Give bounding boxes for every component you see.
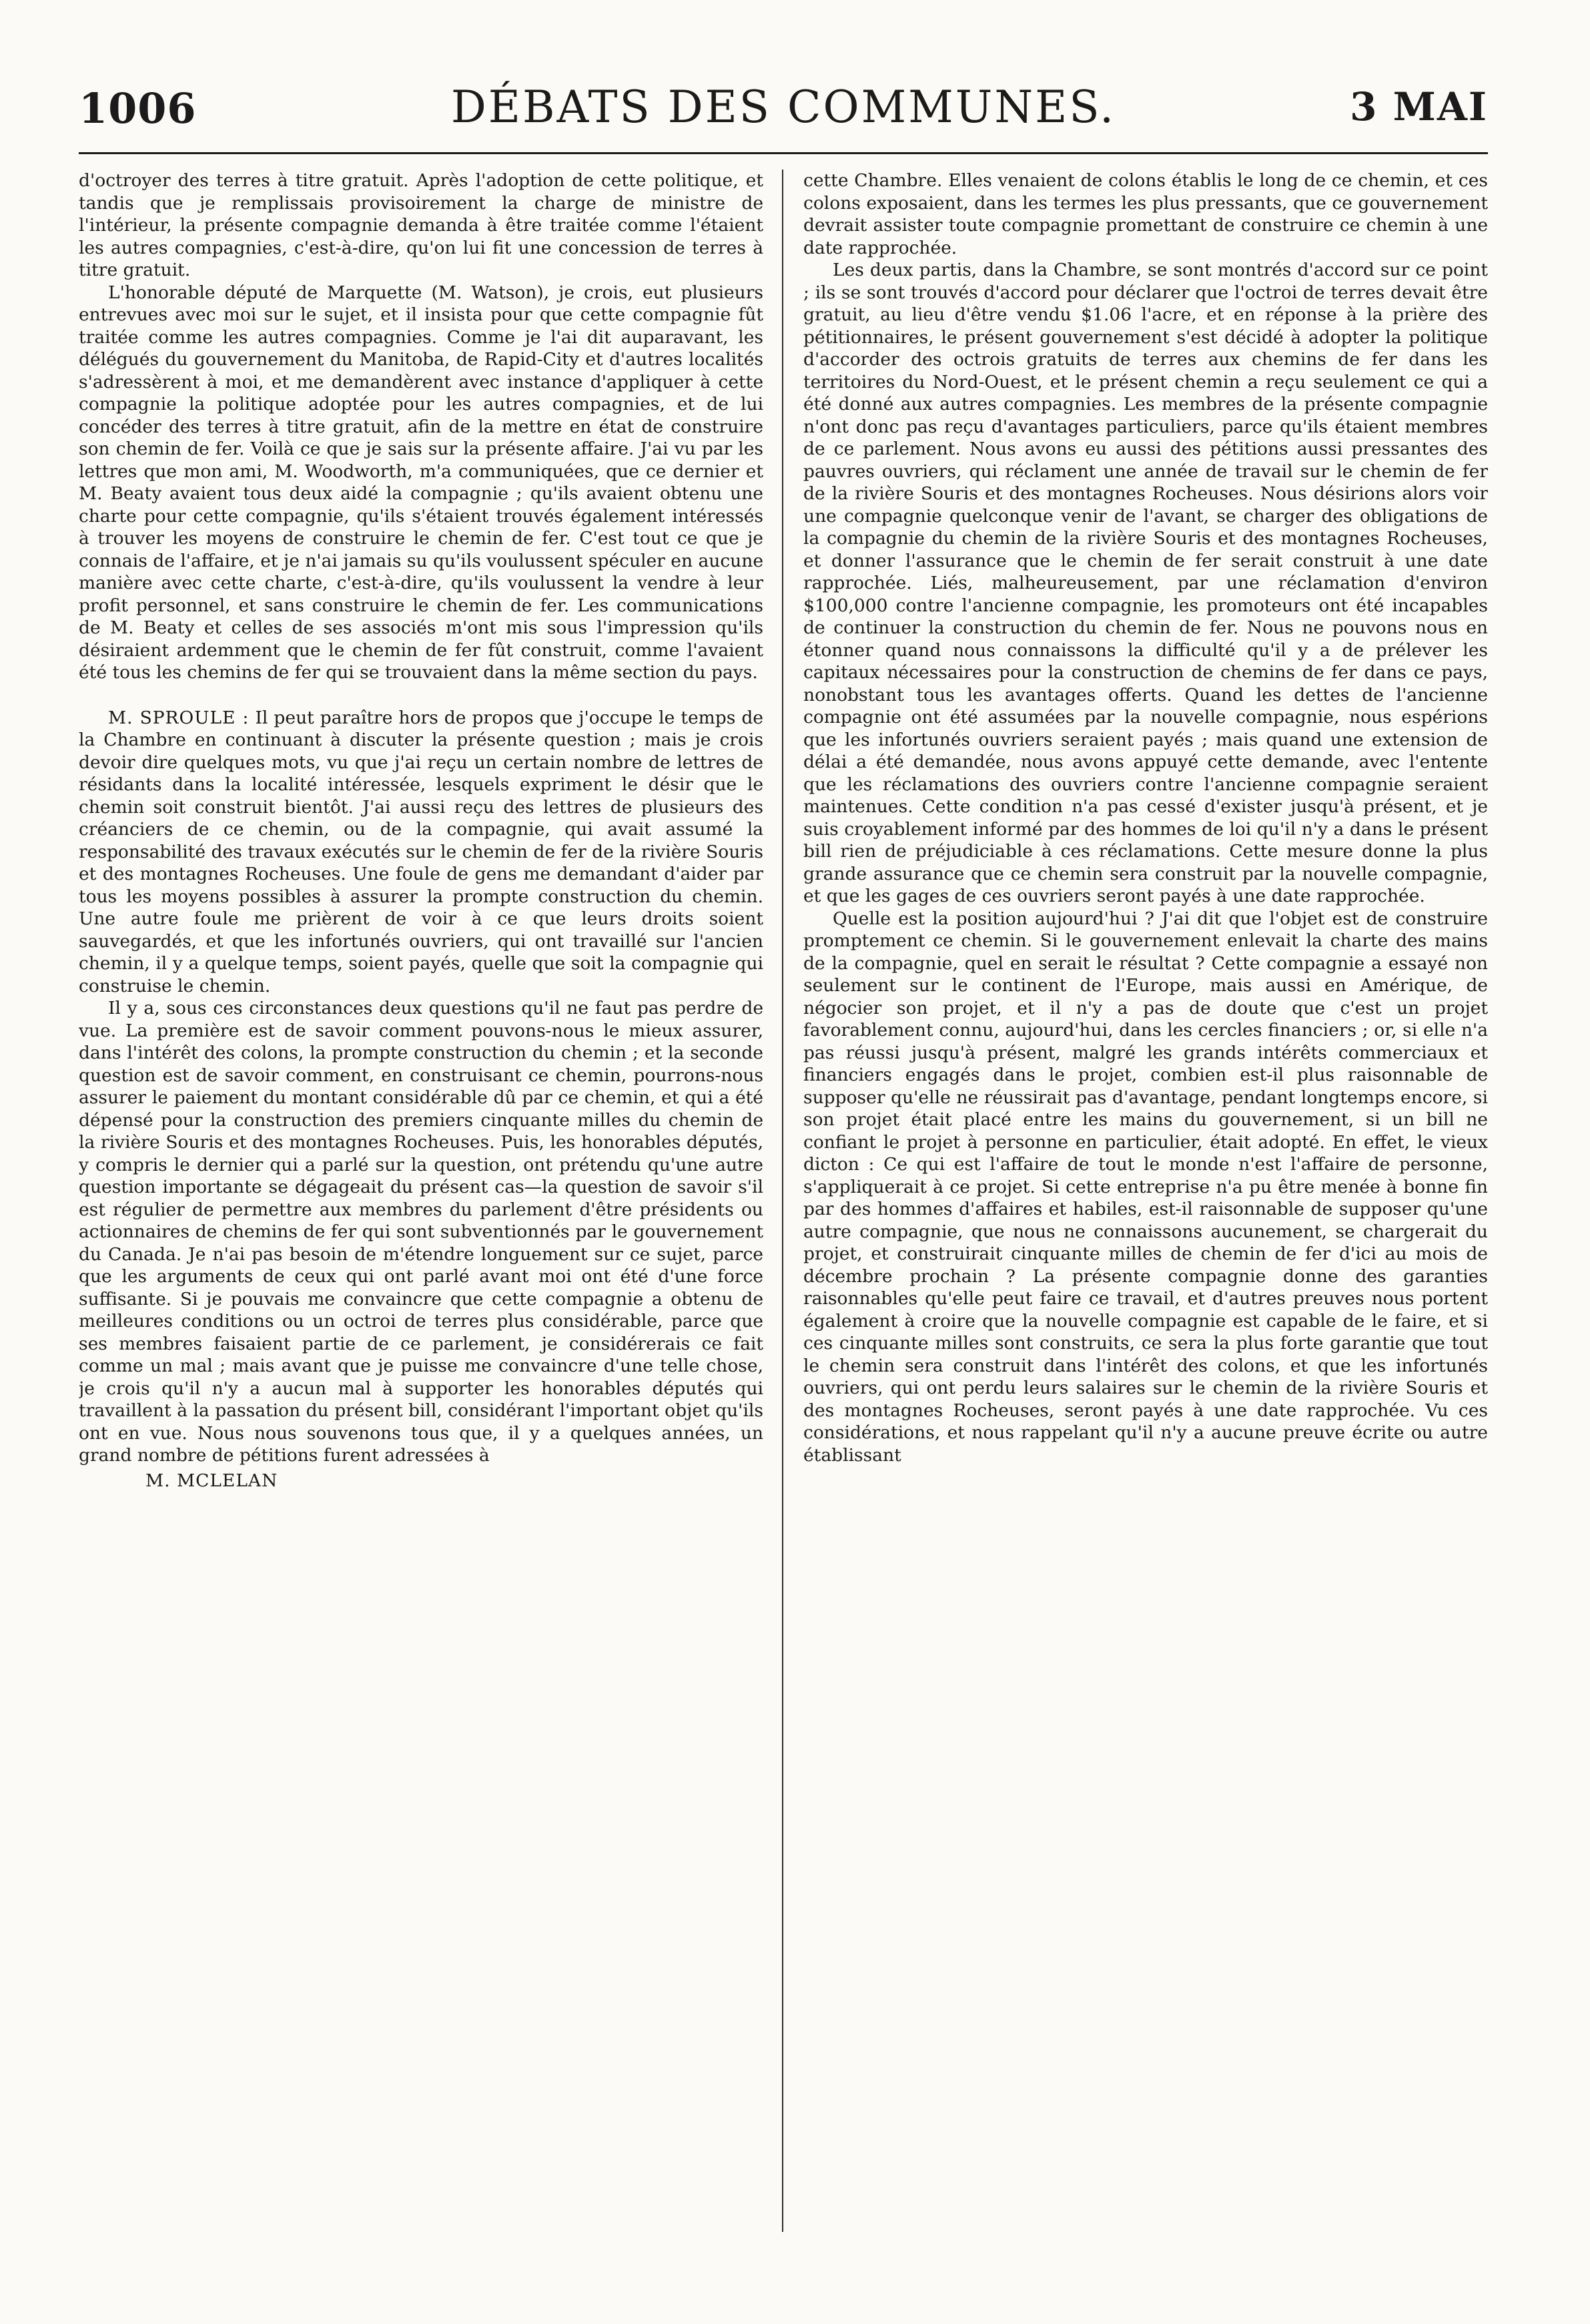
paragraph: Les deux partis, dans la Chambre, se sont montrés d'accord sur ce point ; ils se sont trouvés d'accord pour déclarer que l'octroi de terres devait être gratuit, au lieu d'être vendu $1.06 l'acre, et en réponse à la prière des pétitionnaires, le présent gouvernement s'est décidé à adopter la politique d'accorder des octrois gratuits de terres aux chemins de fer dans les territoires du Nord-Ouest, et le présent chemin a reçu seulement ce qui a été donné aux autres compagnies. Les membres de la présente compagnie n'ont donc pas reçu d'avantages particuliers, parce qu'ils étaient membres de ce parlement. Nous avons eu aussi des pétitions aussi pressantes des pauvres ouvriers, qui réclament une année de travail sur le chemin de fer de la rivière Souris et des montagnes Rocheuses. Nous désirions alors voir une compagnie quelconque venir de l'avant, se charger des obligations de la compagnie du chemin de la rivière Souris et des montagnes Rocheuses, et donner l'assurance que le chemin de fer serait construit à une date rapprochée. Liés, malheureusement, par une réclamation d'environ $100,000 contre l'ancienne compagnie, les promoteurs ont été incapables de continuer la construction du chemin de fer. Nous ne pouvons nous en étonner quand nous connaissons la difficulté qu'il y a de prélever les capitaux nécessaires pour la construction de chemins de fer dans ce pays, nonobstant tous les avantages offerts. Quand les dettes de l'ancienne compagnie ont été assumées par la nouvelle compagnie, nous espérions que les infortunés ouvriers seraient payés ; mais quand une extension de délai a été demandée, nous avons appuyé cette demande, avec l'entente que les réclamations des ouvriers contre l'ancienne compagnie seraient maintenues. Cette condition n'a pas cessé d'exister jusqu'à présent, et je suis croyablement informé par des hommes de loi qu'il n'y a dans le présent bill rien de préjudiciable à ces réclamations. Cette mesure donne la plus grande assurance que ce chemin sera construit par la nouvelle compagnie, et que les gages de ces ouvriers seront payés à une date rapprochée. [803, 260, 1488, 906]
left-column [79, 170, 763, 2259]
issue-date: 3 MAI [1350, 84, 1488, 129]
paragraph: Il y a, sous ces circonstances deux questions qu'il ne faut pas perdre de vue. La première est de savoir comment pouvons-nous le mieux assurer, dans l'intérêt des colons, la prompte construction du chemin ; et la seconde question est de savoir comment, en construisant ce chemin, pourrons-nous assurer le paiement du montant considérable dû par ce chemin, et qui a été dépensé pour la construction des premiers cinquante milles du chemin de la rivière Souris et des montagnes Rocheuses. Puis, les honorables députés, y compris le dernier qui a parlé sur la question, ont prétendu qu'une autre question importante se dégageait du présent cas—la question de savoir s'il est régulier de permettre aux membres du parlement d'être présidents ou actionnaires de chemins de fer qui sont subventionnés par le gouvernement du Canada. Je n'ai pas besoin de m'étendre longuement sur ce sujet, parce que les arguments de ceux qui ont parlé avant moi ont été d'une force suffisante. Si je pouvais me convaincre que cette compagnie a obtenu de meilleures conditions ou un octroi de terres plus considérable, parce que ses membres faisaient partie de ce parlement, je considérerais ce fait comme un mal ; mais avant que je puisse me convaincre d'une telle chose, je crois qu'il n'y a aucun mal à supporter les honorables députés qui travaillent à la passation du présent bill, considérant l'important objet qu'ils ont en vue. Nous nous souvenons tous que, il y a quelques années, un grand nombre de pétitions furent adressées à [79, 998, 763, 1466]
catchword: M. MCLELAN [145, 1470, 278, 1491]
speech-text: Il peut paraître hors de propos que j'occupe le temps de la Chambre en continuant à discuter la présente question ; mais je crois devoir dire quelques mots, vu que j'ai reçu un certain nombre de lettres de résidants dans la localité intéressée, lesquels expriment le désir que le chemin soit construit bientôt. J'ai aussi reçu des lettres de plusieurs des créanciers de ce chemin, ou de la compagnie, qui avait assumé la responsabilité des travaux exécutés sur le chemin de fer de la rivière Souris et des montagnes Rocheuses. Une foule de gens me demandant d'aider par tous les moyens possibles à assurer la prompte construction du chemin. Une autre foule me prièrent de voir à ce que leurs droits soient sauvegardés, et que les infortunés ouvriers, qui ont travaillé sur l'ancien chemin, il y a quelque temps, soient payés, quelle que soit la compagnie qui construise le chemin. [79, 707, 763, 996]
journal-title: DÉBATS DES COMMUNES. [450, 81, 1116, 133]
running-head [79, 72, 1488, 154]
column-divider [782, 170, 783, 2232]
right-column [803, 170, 1488, 2259]
speaker-name: M. SPROULE : [108, 707, 250, 728]
paragraph: cette Chambre. Elles venaient de colons établis le long de ce chemin, et ces colons exposaient, dans les termes les plus pressants, que ce gouvernement devrait assister toute compagnie promettant de construire ce chemin à une date rapprochée. [803, 170, 1488, 258]
speaker-paragraph [79, 707, 763, 998]
paragraph: L'honorable député de Marquette (M. Watson), je crois, eut plusieurs entrevues avec moi sur le sujet, et il insista pour que cette compagnie fût traitée comme les autres compagnies. Comme je l'ai dit auparavant, les délégués du gouvernement du Manitoba, de Rapid-City et d'autres localités s'adressèrent à moi, et me demandèrent avec instance d'appliquer à cette compagnie la politique adoptée pour les autres compagnies, et de lui concéder des terres à titre gratuit, afin de la mettre en état de construire son chemin de fer. Voilà ce que je sais sur la présente affaire. J'ai vu par les lettres que mon ami, M. Woodworth, m'a communiquées, que ce dernier et M. Beaty avaient tous deux aidé la compagnie ; qu'ils avaient obtenu une charte pour cette compagnie, qu'ils s'étaient trouvés également intéressés à trouver les moyens de construire le chemin de fer. C'est tout ce que je connais de l'affaire, et je n'ai jamais su qu'ils voulussent spéculer en aucune manière avec cette charte, c'est-à-dire, qu'ils voulussent la vendre à leur profit personnel, et sans construire le chemin de fer. Les communications de M. Beaty et celles de ses associés m'ont mis sous l'impression qu'ils désiraient ardemment que le chemin de fer fût construit, comme l'avaient été tous les chemins de fer qui se trouvaient dans la même section du pays. [79, 282, 763, 683]
document-page [79, 72, 1488, 2275]
paragraph: d'octroyer des terres à titre gratuit. Après l'adoption de cette politique, et tandis que je remplissais provisoirement la charge de ministre de l'intérieur, la présente compagnie demanda à être traitée comme l'étaient les autres compagnies, c'est-à-dire, qu'on lui fit une concession de terres à titre gratuit. [79, 170, 763, 280]
text-columns [79, 170, 1488, 2259]
paragraph: Quelle est la position aujourd'hui ? J'ai dit que l'objet est de construire promptement ce chemin. Si le gouvernement enlevait la charte des mains de la compagnie, quel en serait le résultat ? Cette compagnie a essayé non seulement sur le continent de l'Europe, mais aussi en Amérique, de négocier son projet, et il n'y a pas de doute que c'est un projet favorablement connu, aujourd'hui, dans les cercles financiers ; or, si elle n'a pas réussi jusqu'à présent, malgré les grands intérêts commerciaux et financiers engagés dans le projet, combien est-il plus raisonnable de supposer qu'elle ne réussirait pas d'avantage, pendant longtemps encore, si son projet était placé entre les mains du gouvernement, si un bill ne confiant le projet à personne en particulier, était adopté. En effet, le vieux dicton : Ce qui est l'affaire de tout le monde n'est l'affaire de personne, s'appliquerait à ce projet. Si cette entreprise n'a pu être menée à bonne fin par des hommes d'affaires et habiles, est-il raisonnable de supposer qu'une autre compagnie, que nous ne connaissons aucunement, se chargerait du projet, et construirait cinquante milles de chemin de fer d'ici au mois de décembre prochain ? La présente compagnie donne des garanties raisonnables qu'elle peut faire ce travail, et d'autres preuves nous portent également à croire que la nouvelle compagnie est capable de le faire, et si ces cinquante milles sont construits, ce sera la plus forte garantie que tout le chemin sera construit dans l'intérêt des colons, et que les infortunés ouvriers, qui ont perdu leurs salaires sur le chemin de la rivière Souris et des montagnes Rocheuses, seront payés à une date rapprochée. Vu ces considérations, et nous rappelant qu'il n'y a aucune preuve écrite ou autre établissant [803, 908, 1488, 1466]
page-number: 1006 [79, 84, 197, 133]
